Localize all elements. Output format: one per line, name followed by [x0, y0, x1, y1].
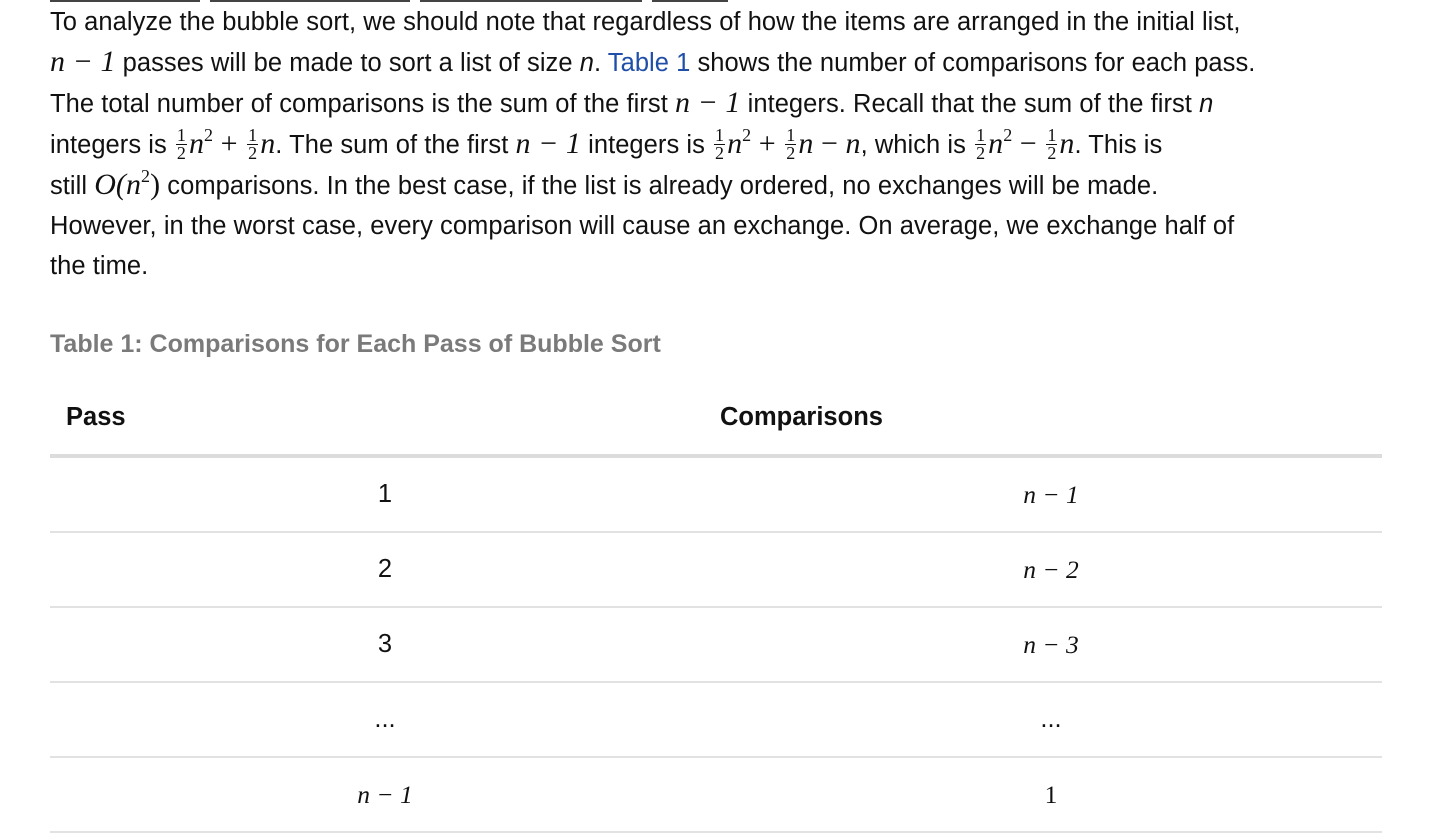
header-pass: Pass	[50, 380, 720, 456]
header-comparisons: Comparisons	[720, 380, 1382, 456]
cell-pass: 1	[50, 456, 720, 532]
math-n-minus-1: n − 1	[674, 86, 741, 119]
fraction-half: $\frac{1}{2}$	[176, 124, 186, 163]
cell-comparisons: n − 3	[720, 607, 1382, 682]
table-header-row	[50, 380, 1382, 456]
cell-pass: ...	[50, 682, 720, 757]
analysis-paragraph: To analyze the bubble sort, we should note that regardless of how the items are arranged in the initial list, n − 1 passes will be made to sort a list of size n. Table 1 shows the number of comparisons for each pass. The total number of comparisons is the sum of the first n − 1 integers. Recall that the sum of the first n integers is $\frac{1}{2}$ $n^2$ + $\frac{1}{2}$ n. The sum of the first n − 1 integers is $\frac{1}{2}$ $n^2$ + $\frac{1}{2}$ n − n, which is $\frac{1}{2}$ $n^2$ − $\frac{1}{2}$ n. This is still $O(n^2)$ comparisons. In the best case, if the list is already ordered, no exchanges will be made. However, in the worst case, every comparison will cause an exchange. On average, we exchange half of the time.	[50, 8, 1256, 280]
table-row	[50, 757, 1382, 832]
big-o-notation: $O(n^2)$	[94, 166, 161, 201]
fraction-half: $\frac{1}{2}$	[1047, 124, 1057, 163]
fraction-half: $\frac{1}{2}$	[715, 124, 725, 163]
table-row	[50, 456, 1382, 532]
cell-comparisons: 1	[720, 757, 1382, 832]
table-caption: Table 1: Comparisons for Each Pass of Bubble Sort	[50, 330, 661, 358]
var-n: n	[579, 49, 594, 77]
var-n: n	[1199, 90, 1214, 118]
cell-comparisons: n − 2	[720, 532, 1382, 607]
math-n-minus-1: n − 1	[50, 45, 116, 78]
math-n-minus-1: n − 1	[515, 127, 581, 160]
text-line-1: To analyze the bubble sort, we should note that regardless of how the items are arranged in the initial list,	[50, 8, 1241, 36]
cell-pass: 3	[50, 607, 720, 682]
table-1-link[interactable]: Table 1	[607, 49, 691, 77]
fraction-half: $\frac{1}{2}$	[786, 124, 796, 163]
fraction-half: $\frac{1}{2}$	[976, 124, 986, 163]
table-row	[50, 607, 1382, 682]
fraction-half: $\frac{1}{2}$	[248, 124, 258, 163]
cell-pass: n − 1	[50, 757, 720, 832]
table-row	[50, 532, 1382, 607]
cell-comparisons: ...	[720, 682, 1382, 757]
cell-comparisons: n − 1	[720, 456, 1382, 532]
table-row	[50, 682, 1382, 757]
cell-pass: 2	[50, 532, 720, 607]
comparisons-table	[50, 380, 1382, 833]
